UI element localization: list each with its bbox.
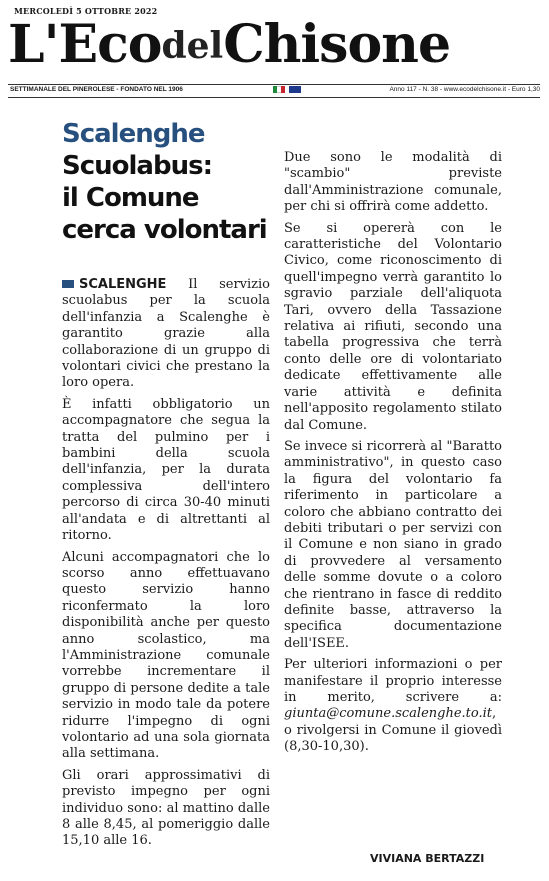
author-byline: VIVIANA BERTAZZI <box>370 852 485 865</box>
bottom-rule <box>8 97 540 98</box>
title-line-1: Scuolabus: <box>62 151 212 181</box>
article-column-2 <box>284 150 502 761</box>
newspaper-masthead <box>8 14 538 80</box>
issue-date: MERCOLEDÌ 5 OTTOBRE 2022 <box>14 6 158 16</box>
paragraph: Gli orari approssimativi di previsto impegno per ogni individuo sono: al mattino dalle 8 alle 8,45, al pomeriggio dalle 15,10 alle 16. <box>62 767 270 849</box>
paragraph: Due sono le modalità di "scambio" previste dall'Amministrazione comunale, per chi si offrirà come addetto. <box>284 150 502 215</box>
paragraph: È infatti obbligatorio un accompagnatore che segua la tratta del pulmino per i bambini della scuola dell'infanzia, per la durata complessiva dell'intero percorso di circa 30-40 minuti all'andata e di altrettanti al ritorno. <box>62 396 270 544</box>
subline-left: SETTIMANALE DEL PINEROLESE - FONDATO NEL 1906 <box>10 86 183 93</box>
title-line-2: il Comune <box>62 183 199 213</box>
paragraph-text: Per ulteriori informazioni o per manifestare il proprio interesse in merito, scrivere a: <box>284 657 502 705</box>
top-rule <box>8 84 540 85</box>
title-line-3: cerca volontari <box>62 215 267 245</box>
dateline-square-icon <box>62 280 74 288</box>
subline-right: Anno 117 - N. 38 - www.ecodelchisone.it - Euro 1,30 <box>389 86 540 93</box>
paragraph: Se si opererà con le caratteristiche del Volontario Civico, come riconoscimento di quell'impegno verrà garantito lo sgravio parziale dell'aliquota Tari, ovvero della Tassazione relativa ai rifiuti, secondo una tabella progressiva che terrà conto delle ore di volontariato dedicate effettivamente alle varie attività e definita nell'apposito regolamento stilato dal Comune. <box>284 220 502 433</box>
paragraph: Alcuni accompagnatori che lo scorso anno effettuavano questo servizio hanno riconfermato la loro disponibilità anche per questo anno scolastico, ma l'Amministrazione comunale vorrebbe incrementare il gruppo di persone dedite a tale servizio in modo tale da potere ridurre l'impegno di ogni volontario ad una sola giornata alla settimana. <box>62 549 270 762</box>
masthead-right: Chisone <box>223 14 451 75</box>
italian-flag-icon <box>273 86 285 93</box>
contact-email: giunta@comune.scalenghe.to.it <box>284 706 492 722</box>
article-column-1 <box>62 277 270 855</box>
dateline: SCALENGHE <box>79 277 167 292</box>
masthead-mid: del <box>161 25 224 67</box>
paragraph <box>284 657 502 755</box>
flags <box>273 86 301 93</box>
paragraph-text: , o rivolgersi in Comune il giovedì (8,30-10,30). <box>284 706 502 755</box>
eu-flag-icon <box>289 86 301 93</box>
article-headline <box>62 118 267 246</box>
article-kicker: Scalenghe <box>62 119 205 149</box>
masthead-left: L'Eco <box>8 14 162 75</box>
paragraph: Se invece si ricorrerà al "Baratto amministrativo", in questo caso la figura del volontario fa riferimento in particolare a coloro che abbiano contratto dei debiti tributari o per servizi con il Comune e non siano in grado di provvedere al versamento delle somme dovute o a coloro che rientrano in fasce di reddito definite basse, attraverso la specifica documentazione dell'ISEE. <box>284 438 502 651</box>
paragraph <box>62 277 270 392</box>
paragraph-text: Il servizio scuolabus per la scuola dell'infanzia a Scalenghe è garantito grazie alla collaborazione di un gruppo di volontari civici che prestano la loro opera. <box>62 277 270 391</box>
masthead-subline <box>10 86 540 93</box>
